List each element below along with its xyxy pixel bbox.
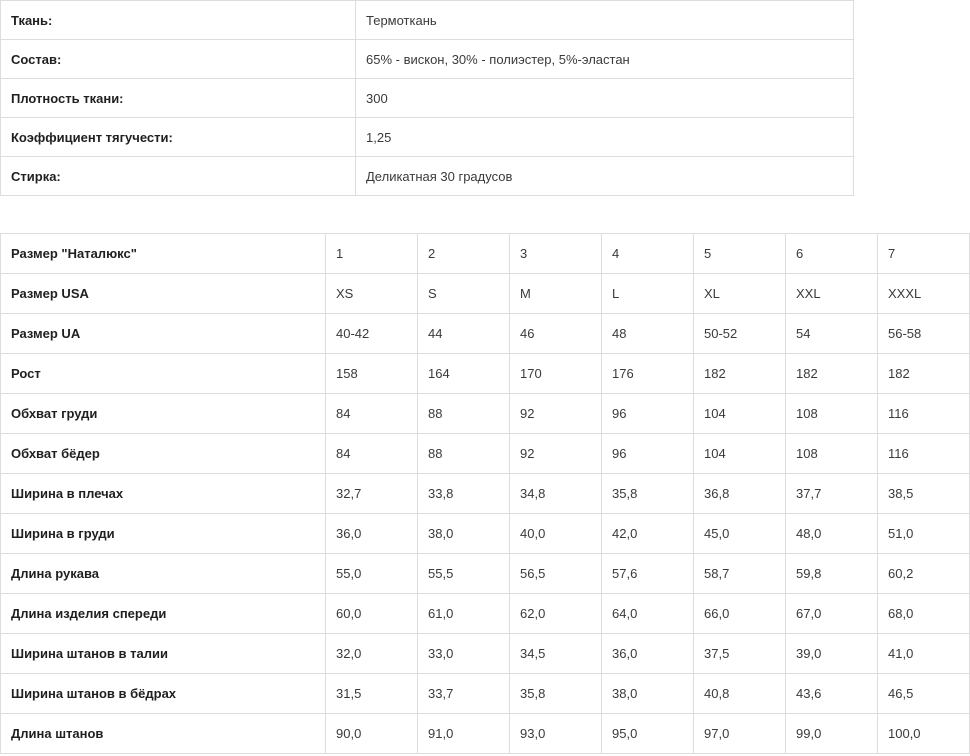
size-cell: 4 <box>602 234 694 274</box>
size-cell: XS <box>326 274 418 314</box>
size-cell: 38,5 <box>878 474 970 514</box>
table-row <box>1 474 970 514</box>
size-cell: 55,0 <box>326 554 418 594</box>
size-row-label: Размер "Наталюкс" <box>1 234 326 274</box>
size-cell: 32,0 <box>326 634 418 674</box>
size-cell: 182 <box>878 354 970 394</box>
size-row-label: Длина изделия спереди <box>1 594 326 634</box>
table-row <box>1 234 970 274</box>
size-cell: 99,0 <box>786 714 878 754</box>
size-row-label: Обхват бёдер <box>1 434 326 474</box>
size-cell: 40,8 <box>694 674 786 714</box>
size-cell: 31,5 <box>326 674 418 714</box>
fabric-value: 65% - вискон, 30% - полиэстер, 5%-эластан <box>356 40 854 79</box>
size-row-label: Ширина в груди <box>1 514 326 554</box>
size-cell: 50-52 <box>694 314 786 354</box>
size-cell: 36,8 <box>694 474 786 514</box>
table-row <box>1 594 970 634</box>
size-cell: 45,0 <box>694 514 786 554</box>
size-cell: 182 <box>694 354 786 394</box>
size-cell: 64,0 <box>602 594 694 634</box>
size-cell: 61,0 <box>418 594 510 634</box>
size-cell: 96 <box>602 394 694 434</box>
size-cell: XL <box>694 274 786 314</box>
size-cell: 68,0 <box>878 594 970 634</box>
size-cell: 3 <box>510 234 602 274</box>
size-cell: 39,0 <box>786 634 878 674</box>
size-cell: 91,0 <box>418 714 510 754</box>
table-gap-divider <box>0 196 854 233</box>
size-cell: 100,0 <box>878 714 970 754</box>
table-row <box>1 79 854 118</box>
fabric-label: Ткань: <box>1 1 356 40</box>
size-cell: 43,6 <box>786 674 878 714</box>
fabric-value: 300 <box>356 79 854 118</box>
size-cell: 34,5 <box>510 634 602 674</box>
table-row <box>1 354 970 394</box>
size-cell: 57,6 <box>602 554 694 594</box>
size-cell: 170 <box>510 354 602 394</box>
size-cell: 44 <box>418 314 510 354</box>
table-row <box>1 514 970 554</box>
size-cell: 36,0 <box>602 634 694 674</box>
size-cell: 84 <box>326 394 418 434</box>
size-cell: 97,0 <box>694 714 786 754</box>
size-cell: XXL <box>786 274 878 314</box>
table-row <box>1 434 970 474</box>
size-row-label: Рост <box>1 354 326 394</box>
table-row <box>1 1 854 40</box>
table-row <box>1 634 970 674</box>
size-cell: 95,0 <box>602 714 694 754</box>
size-cell: 46,5 <box>878 674 970 714</box>
size-cell: 92 <box>510 394 602 434</box>
size-cell: 158 <box>326 354 418 394</box>
table-row <box>1 674 970 714</box>
size-cell: 32,7 <box>326 474 418 514</box>
size-row-label: Размер USA <box>1 274 326 314</box>
size-chart-table <box>0 233 970 754</box>
size-cell: 60,0 <box>326 594 418 634</box>
size-cell: 48 <box>602 314 694 354</box>
size-cell: 41,0 <box>878 634 970 674</box>
fabric-value: Деликатная 30 градусов <box>356 157 854 196</box>
size-cell: 38,0 <box>602 674 694 714</box>
table-row <box>1 394 970 434</box>
size-cell: 7 <box>878 234 970 274</box>
size-cell: 90,0 <box>326 714 418 754</box>
size-cell: 108 <box>786 434 878 474</box>
fabric-label: Стирка: <box>1 157 356 196</box>
size-cell: S <box>418 274 510 314</box>
size-cell: 6 <box>786 234 878 274</box>
size-cell: 38,0 <box>418 514 510 554</box>
table-row <box>1 274 970 314</box>
fabric-label: Плотность ткани: <box>1 79 356 118</box>
size-row-label: Длина рукава <box>1 554 326 594</box>
size-cell: 33,8 <box>418 474 510 514</box>
size-cell: 33,7 <box>418 674 510 714</box>
size-cell: 66,0 <box>694 594 786 634</box>
table-row <box>1 714 970 754</box>
size-cell: 48,0 <box>786 514 878 554</box>
size-cell: 2 <box>418 234 510 274</box>
size-cell: 67,0 <box>786 594 878 634</box>
size-cell: 108 <box>786 394 878 434</box>
size-cell: 56,5 <box>510 554 602 594</box>
size-cell: 34,8 <box>510 474 602 514</box>
size-row-label: Длина штанов <box>1 714 326 754</box>
size-cell: 60,2 <box>878 554 970 594</box>
size-cell: 182 <box>786 354 878 394</box>
size-cell: 93,0 <box>510 714 602 754</box>
size-cell: 42,0 <box>602 514 694 554</box>
size-cell: 88 <box>418 394 510 434</box>
size-cell: 51,0 <box>878 514 970 554</box>
table-row <box>1 157 854 196</box>
size-cell: 37,7 <box>786 474 878 514</box>
size-cell: 35,8 <box>510 674 602 714</box>
fabric-label: Состав: <box>1 40 356 79</box>
size-cell: 104 <box>694 434 786 474</box>
size-cell: 104 <box>694 394 786 434</box>
size-cell: XXXL <box>878 274 970 314</box>
size-cell: 164 <box>418 354 510 394</box>
size-cell: 96 <box>602 434 694 474</box>
fabric-value: 1,25 <box>356 118 854 157</box>
size-cell: 33,0 <box>418 634 510 674</box>
size-cell: 5 <box>694 234 786 274</box>
table-row <box>1 118 854 157</box>
table-row <box>1 554 970 594</box>
size-cell: 116 <box>878 394 970 434</box>
size-cell: 1 <box>326 234 418 274</box>
size-cell: 116 <box>878 434 970 474</box>
size-cell: 56-58 <box>878 314 970 354</box>
size-cell: M <box>510 274 602 314</box>
size-table-body <box>1 234 970 754</box>
size-cell: 84 <box>326 434 418 474</box>
size-cell: 58,7 <box>694 554 786 594</box>
size-row-label: Ширина штанов в талии <box>1 634 326 674</box>
size-cell: 55,5 <box>418 554 510 594</box>
size-row-label: Обхват груди <box>1 394 326 434</box>
fabric-value: Термоткань <box>356 1 854 40</box>
size-cell: 40,0 <box>510 514 602 554</box>
size-row-label: Ширина в плечах <box>1 474 326 514</box>
size-cell: 46 <box>510 314 602 354</box>
size-cell: L <box>602 274 694 314</box>
size-cell: 37,5 <box>694 634 786 674</box>
size-row-label: Размер UA <box>1 314 326 354</box>
table-row <box>1 40 854 79</box>
size-cell: 176 <box>602 354 694 394</box>
size-cell: 88 <box>418 434 510 474</box>
size-cell: 92 <box>510 434 602 474</box>
fabric-table-body <box>1 1 854 196</box>
size-cell: 40-42 <box>326 314 418 354</box>
fabric-label: Коэффициент тягучести: <box>1 118 356 157</box>
size-row-label: Ширина штанов в бёдрах <box>1 674 326 714</box>
size-cell: 62,0 <box>510 594 602 634</box>
fabric-properties-table <box>0 0 854 196</box>
size-cell: 35,8 <box>602 474 694 514</box>
table-row <box>1 314 970 354</box>
size-cell: 36,0 <box>326 514 418 554</box>
size-cell: 54 <box>786 314 878 354</box>
size-cell: 59,8 <box>786 554 878 594</box>
